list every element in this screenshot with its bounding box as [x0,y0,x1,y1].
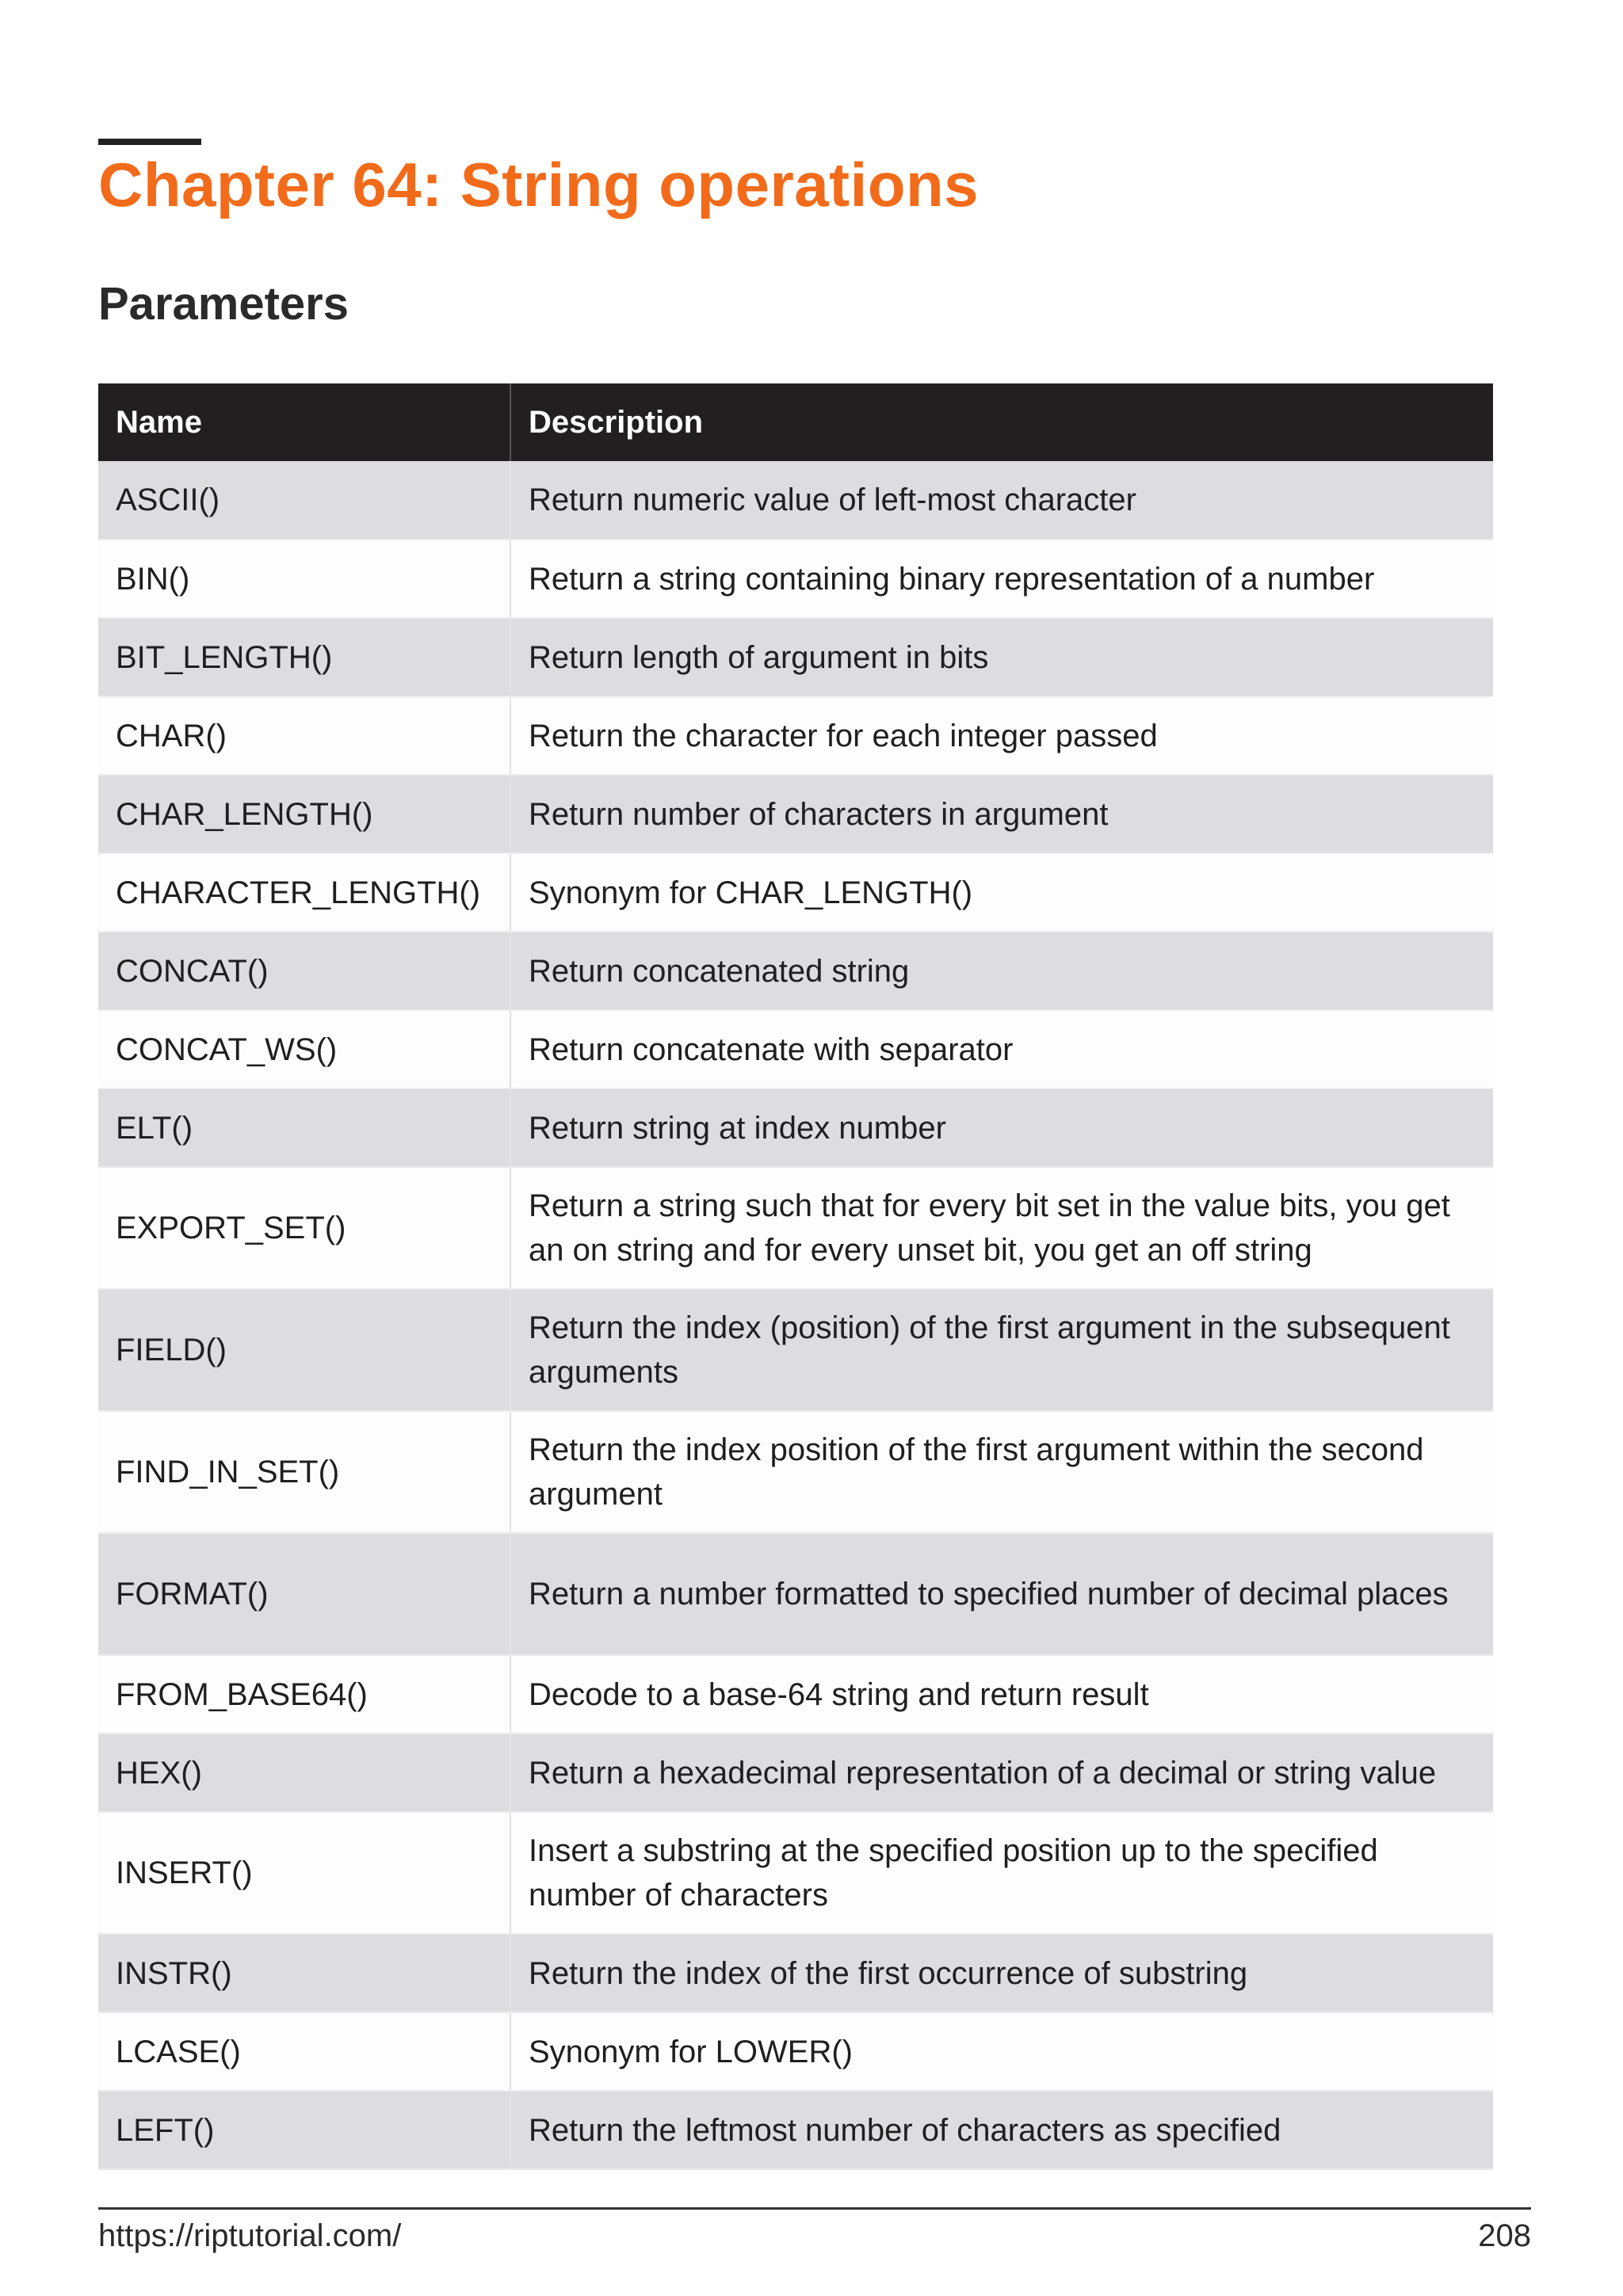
function-name: INSERT() [98,1812,510,1934]
section-title: Parameters [98,278,349,330]
table-row [98,1289,1493,1411]
table-row [98,2012,1493,2091]
function-name: LCASE() [98,2012,510,2091]
function-description: Return the index (position) of the first argument in the subsequent arguments [510,1289,1493,1411]
footer-url-link[interactable]: https://riptutorial.com/ [98,2218,402,2253]
function-name: LEFT() [98,2091,510,2169]
table-row [98,1089,1493,1167]
table-row [98,1733,1493,1812]
table-row [98,932,1493,1010]
function-name: FORMAT() [98,1533,510,1655]
function-name: EXPORT_SET() [98,1167,510,1289]
table-header-row [98,383,1493,461]
page-number: 208 [1478,2218,1531,2253]
table-row [98,696,1493,775]
table-row [98,1934,1493,2012]
table-row [98,853,1493,932]
function-name: CHAR_LENGTH() [98,775,510,853]
function-description: Decode to a base-64 string and return result [510,1655,1493,1733]
header-name: Name [98,383,510,461]
function-description: Return the character for each integer passed [510,696,1493,775]
function-description: Return a string such that for every bit set in the value bits, you get an on string and for every unset bit, you get an off string [510,1167,1493,1289]
function-name: BIT_LENGTH() [98,618,510,696]
function-name: CHARACTER_LENGTH() [98,853,510,932]
function-description: Return the leftmost number of characters as specified [510,2091,1493,2169]
function-name: CONCAT() [98,932,510,1010]
table-row [98,1812,1493,1934]
function-name: FIND_IN_SET() [98,1411,510,1533]
table-row [98,1533,1493,1655]
table-row [98,1411,1493,1533]
function-name: ASCII() [98,461,510,540]
function-description: Return number of characters in argument [510,775,1493,853]
table-row [98,2091,1493,2169]
chapter-title: Chapter 64: String operations [98,150,979,219]
function-description: Return the index of the first occurrence of substring [510,1934,1493,2012]
table-row [98,775,1493,853]
function-name: FROM_BASE64() [98,1655,510,1733]
header-description: Description [510,383,1493,461]
function-name: CHAR() [98,696,510,775]
function-description: Return the index position of the first argument within the second argument [510,1411,1493,1533]
table-row [98,1167,1493,1289]
function-description: Return length of argument in bits [510,618,1493,696]
function-name: FIELD() [98,1289,510,1411]
table-row [98,618,1493,696]
table-row [98,1010,1493,1089]
function-name: HEX() [98,1733,510,1812]
function-name: INSTR() [98,1934,510,2012]
function-name: ELT() [98,1089,510,1167]
table-row [98,461,1493,540]
function-description: Return a string containing binary representation of a number [510,540,1493,618]
function-description: Return a number formatted to specified number of decimal places [510,1533,1493,1655]
function-description: Synonym for LOWER() [510,2012,1493,2091]
table-row [98,1655,1493,1733]
function-description: Return a hexadecimal representation of a decimal or string value [510,1733,1493,1812]
function-name: BIN() [98,540,510,618]
function-description: Synonym for CHAR_LENGTH() [510,853,1493,932]
parameters-table [98,383,1493,2170]
table-row [98,540,1493,618]
function-description: Return concatenated string [510,932,1493,1010]
function-description: Return concatenate with separator [510,1010,1493,1089]
chapter-rule [98,139,201,145]
footer-rule [98,2207,1531,2210]
function-name: CONCAT_WS() [98,1010,510,1089]
function-description: Insert a substring at the specified position up to the specified number of characters [510,1812,1493,1934]
function-description: Return numeric value of left-most character [510,461,1493,540]
function-description: Return string at index number [510,1089,1493,1167]
